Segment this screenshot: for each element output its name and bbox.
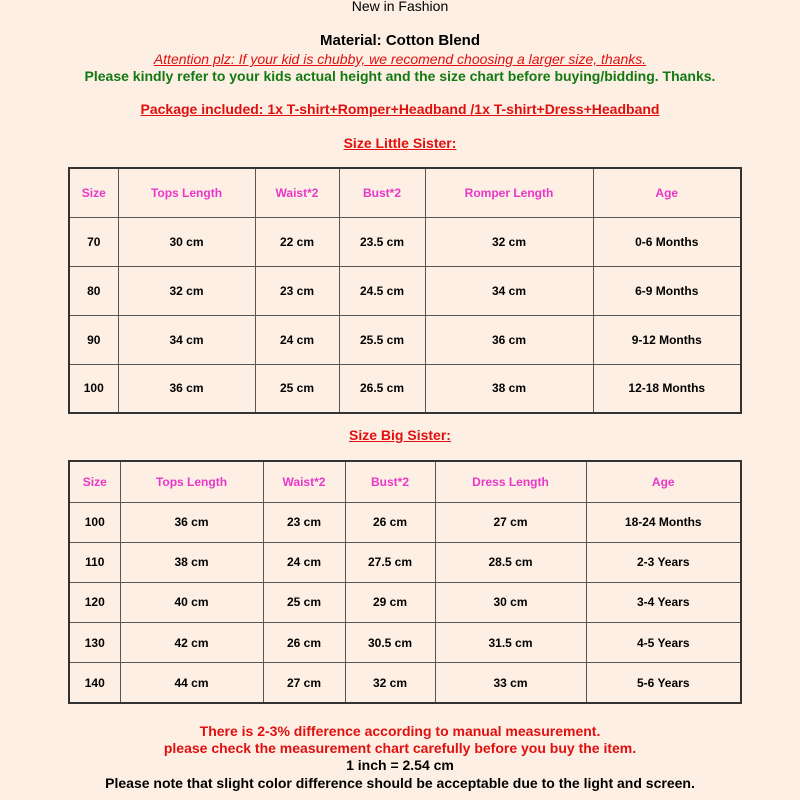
table-cell: 23.5 cm — [339, 217, 425, 266]
size-chart-notice: Please kindly refer to your kids actual height and the size chart before buying/bidding. Thanks. — [84, 68, 716, 84]
table-cell: 90 — [69, 315, 118, 364]
column-header: Dress Length — [435, 461, 586, 502]
table-cell: 3-4 Years — [586, 582, 741, 622]
table-cell: 24 cm — [263, 542, 345, 582]
table-cell: 0-6 Months — [593, 217, 741, 266]
check-chart-note: please check the measurement chart carefully before you buy the item. — [163, 740, 637, 756]
table-cell: 70 — [69, 217, 118, 266]
material-line — [0, 33, 800, 49]
table-cell: 26 cm — [345, 502, 435, 542]
table-cell: 25 cm — [255, 364, 339, 413]
table-row — [69, 623, 741, 663]
table-cell: 34 cm — [118, 315, 255, 364]
table-cell: 130 — [69, 623, 120, 663]
table-cell: 22 cm — [255, 217, 339, 266]
table-row — [69, 542, 741, 582]
column-header: Waist*2 — [263, 461, 345, 502]
table-cell: 32 cm — [425, 217, 593, 266]
table-row — [69, 217, 741, 266]
table-cell: 6-9 Months — [593, 266, 741, 315]
table-cell: 12-18 Months — [593, 364, 741, 413]
package-included: Package included: 1x T-shirt+Romper+Headband /1x T-shirt+Dress+Headband — [140, 101, 660, 117]
measurement-difference-note: There is 2-3% difference according to manual measurement. — [199, 723, 601, 739]
table-cell: 27 cm — [435, 502, 586, 542]
table-cell: 23 cm — [255, 266, 339, 315]
table-cell: 24 cm — [255, 315, 339, 364]
table-cell: 34 cm — [425, 266, 593, 315]
column-header: Bust*2 — [345, 461, 435, 502]
table-cell: 33 cm — [435, 663, 586, 703]
table-cell: 80 — [69, 266, 118, 315]
table-row — [69, 364, 741, 413]
table-cell: 40 cm — [120, 582, 263, 622]
table-cell: 28.5 cm — [435, 542, 586, 582]
table-cell: 26.5 cm — [339, 364, 425, 413]
table-row — [69, 315, 741, 364]
table-cell: 2-3 Years — [586, 542, 741, 582]
column-header: Size — [69, 461, 120, 502]
table-header-row — [69, 461, 741, 502]
table-cell: 27.5 cm — [345, 542, 435, 582]
little-sister-size-table — [68, 167, 742, 414]
table-cell: 27 cm — [263, 663, 345, 703]
table-cell: 100 — [69, 364, 118, 413]
inch-conversion-note: 1 inch = 2.54 cm — [346, 757, 454, 773]
table-header-row — [69, 168, 741, 217]
column-header: Tops Length — [120, 461, 263, 502]
page-title: New in Fashion — [351, 0, 449, 14]
table-cell: 9-12 Months — [593, 315, 741, 364]
table-cell: 26 cm — [263, 623, 345, 663]
little-sister-title: Size Little Sister: — [343, 135, 457, 151]
table-cell: 4-5 Years — [586, 623, 741, 663]
big-sister-size-table — [68, 460, 742, 704]
table-cell: 140 — [69, 663, 120, 703]
table-cell: 100 — [69, 502, 120, 542]
table-row — [69, 582, 741, 622]
table-cell: 30.5 cm — [345, 623, 435, 663]
table-cell: 29 cm — [345, 582, 435, 622]
table-cell: 30 cm — [118, 217, 255, 266]
material-label: Material: — [319, 32, 382, 49]
table-cell: 110 — [69, 542, 120, 582]
table-cell: 5-6 Years — [586, 663, 741, 703]
column-header: Age — [593, 168, 741, 217]
big-sister-title: Size Big Sister: — [349, 427, 451, 443]
table-cell: 25.5 cm — [339, 315, 425, 364]
table-row — [69, 266, 741, 315]
attention-notice: Attention plz: If your kid is chubby, we recomend choosing a larger size, thanks. — [153, 51, 647, 67]
table-cell: 30 cm — [435, 582, 586, 622]
table-cell: 36 cm — [118, 364, 255, 413]
table-cell: 23 cm — [263, 502, 345, 542]
column-header: Age — [586, 461, 741, 502]
table-cell: 36 cm — [120, 502, 263, 542]
table-cell: 120 — [69, 582, 120, 622]
table-cell: 24.5 cm — [339, 266, 425, 315]
table-cell: 38 cm — [120, 542, 263, 582]
column-header: Bust*2 — [339, 168, 425, 217]
table-row — [69, 502, 741, 542]
table-cell: 25 cm — [263, 582, 345, 622]
material-value: Cotton Blend — [385, 32, 480, 49]
column-header: Romper Length — [425, 168, 593, 217]
column-header: Size — [69, 168, 118, 217]
column-header: Waist*2 — [255, 168, 339, 217]
table-cell: 32 cm — [118, 266, 255, 315]
table-cell: 36 cm — [425, 315, 593, 364]
table-cell: 32 cm — [345, 663, 435, 703]
table-cell: 18-24 Months — [586, 502, 741, 542]
table-cell: 31.5 cm — [435, 623, 586, 663]
table-cell: 38 cm — [425, 364, 593, 413]
color-difference-note: Please note that slight color difference should be acceptable due to the light and screen. — [105, 775, 695, 791]
table-row — [69, 663, 741, 703]
table-cell: 44 cm — [120, 663, 263, 703]
column-header: Tops Length — [118, 168, 255, 217]
table-cell: 42 cm — [120, 623, 263, 663]
